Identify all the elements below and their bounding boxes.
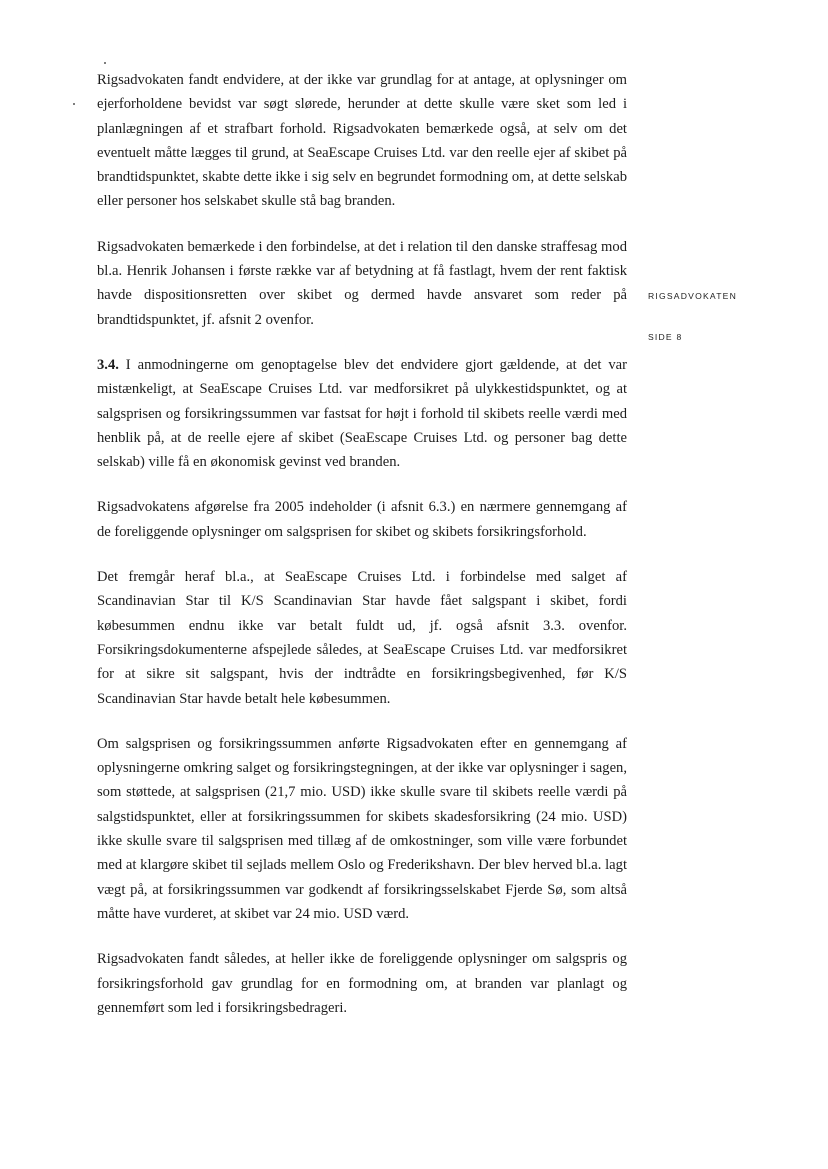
paragraph-3-text: I anmodningerne om genoptagelse blev det endvidere gjort gældende, at det var mistænkeligt, at SeaEscape Cruises Ltd. var medforsikret på ulykkestidspunktet, og at salgsprisen og forsikringssummen var fastsat for højt i forhold til skibets reelle værdi med henblik på, at de reelle ejere af skibet (SeaEscape Cruises Ltd. og personer bag dette selskab) ville få en økonomisk gevinst ved branden. — [97, 356, 627, 471]
side-org-label: RIGSADVOKATEN — [648, 291, 737, 301]
paragraph-5: Det fremgår heraf bl.a., at SeaEscape Cruises Ltd. i forbindelse med salget af Scandinavian Star til K/S Scandinavian Star havde fået salgspant i skibet, fordi købesummen endnu ikke var betalt fuldt ud, jf. også afsnit 3.3. ovenfor. Forsikringsdokumenterne afspejlede således, at SeaEscape Cruises Ltd. var medforsikret for at sikre sit salgspant, hvis der indtrådte en forsikringsbegivenhed, før K/S Scandinavian Star havde betalt hele købesummen. — [97, 569, 627, 707]
paragraph-4: Rigsadvokatens afgørelse fra 2005 indeholder (i afsnit 6.3.) en nærmere gennemgang af de foreliggende oplysninger om salgsprisen for skibet og skibets forsikringsforhold. — [97, 499, 627, 540]
paragraph-6: Om salgsprisen og forsikringssummen anførte Rigsadvokaten efter en gennemgang af oplysningerne omkring salget og forsikringstegningen, at der ikke var oplysninger i sagen, som støttede, at salgsprisen (21,7 mio. USD) ikke skulle svare til skibets reelle værdi på salgstidspunktet, eller at forsikringssummen for skibets skadesforsikring (24 mio. USD) ikke skulle svare til salgsprisen med tillæg af de omkostninger, som ville være forbundet med at klargøre skibet til sejlads mellem Oslo og Frederikshavn. Der blev herved bl.a. lagt vægt på, at forsikringssummen var godkendt af forsikringsselskabet Fjerde Sø, som altså måtte have vurderet, at skibet var 24 mio. USD værd. — [97, 735, 627, 922]
paragraph-2: Rigsadvokaten bemærkede i den forbindelse, at det i relation til den danske straffesag mod bl.a. Henrik Johansen i første række var af betydning at få fastlagt, hvem der rent faktisk havde dispositionsretten over skibet og dermed havde ansvaret som reder på brandtidspunktet, jf. afsnit 2 ovenfor. — [97, 238, 627, 328]
body-text — [97, 68, 627, 1041]
scan-speck — [73, 103, 75, 105]
paragraph-1: Rigsadvokaten fandt endvidere, at der ikke var grundlag for at antage, at oplysninger om ejerforholdene bevidst var søgt slørede, herunder at dette skulle være sket som led i planlægningen af et strafbart forhold. Rigsadvokaten bemærkede også, at selv om det eventuelt måtte lægges til grund, at SeaEscape Cruises Ltd. var den reelle ejer af skibet på brandtidspunktet, skabte dette ikke i sig selv en begrundet formodning om, at dette selskab eller personer hos selskabet skulle stå bag branden. — [97, 72, 627, 210]
section-number: 3.4. — [97, 356, 119, 373]
side-page-label: SIDE 8 — [648, 332, 683, 342]
scan-speck — [104, 62, 106, 64]
paragraph-3 — [97, 353, 627, 474]
paragraph-7: Rigsadvokaten fandt således, at heller ikke de foreliggende oplysninger om salgspris og forsikringsforhold gav grundlag for en formodning om, at branden var planlagt og gennemført som led i forsikringsbedrageri. — [97, 951, 627, 1016]
